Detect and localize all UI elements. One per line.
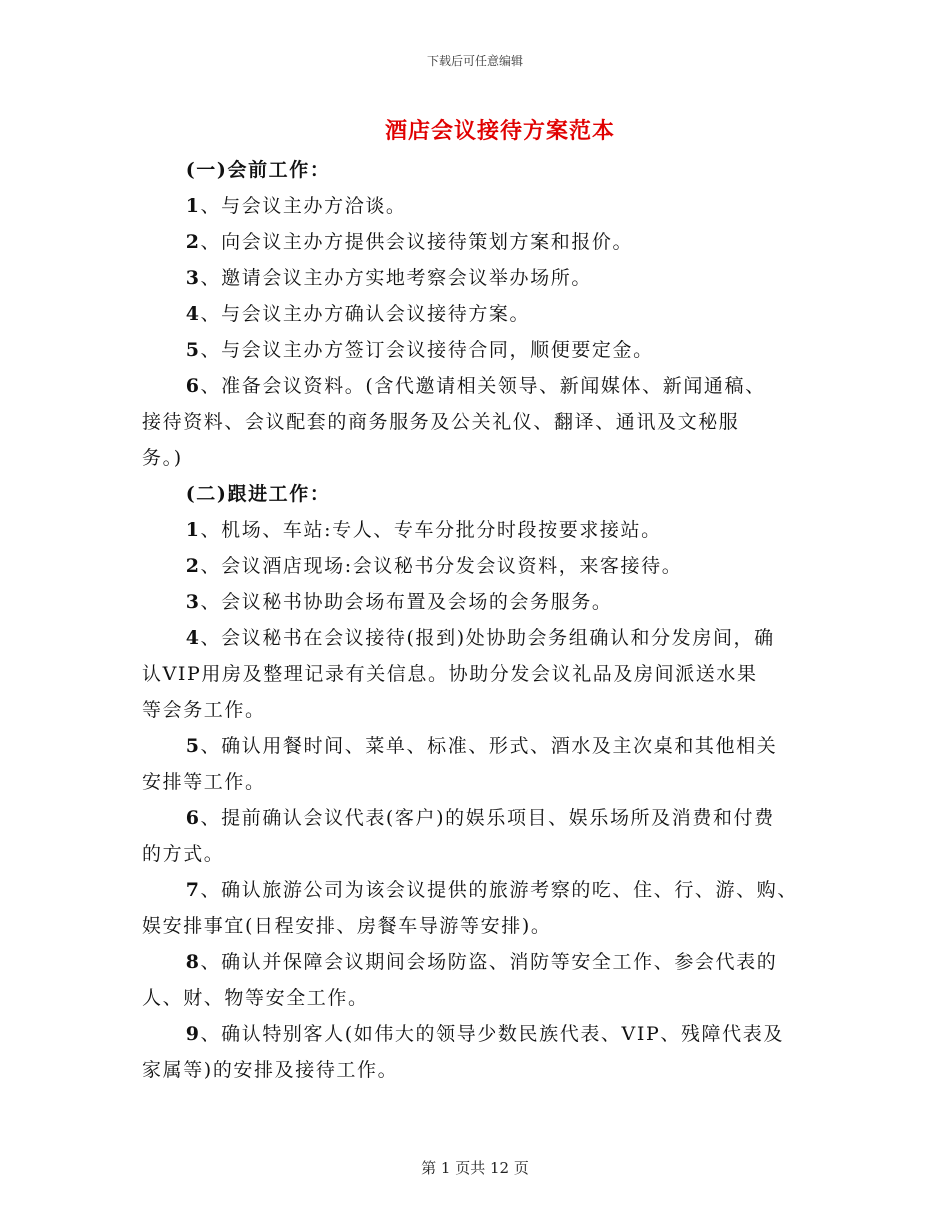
page-footer: 第 1 页共 12 页 bbox=[421, 1159, 529, 1177]
list-item-text: 、确认用餐时间、菜单、标准、形式、酒水及主次桌和其他相关 bbox=[200, 735, 778, 757]
list-item-number: 3 bbox=[185, 267, 201, 289]
list-item-continuation: 娱安排事宜(日程安排、房餐车导游等安排)。 bbox=[142, 915, 552, 937]
list-item-number: 6 bbox=[185, 375, 201, 397]
list-item bbox=[142, 1016, 822, 1052]
list-item-text: 、会议秘书协助会场布置及会场的会务服务。 bbox=[200, 591, 613, 613]
list-item-continuation: 安排等工作。 bbox=[142, 771, 266, 793]
section-heading-pre-meeting: (一)会前工作： bbox=[185, 159, 331, 181]
list-item-continuation: 人、财、物等安全工作。 bbox=[142, 987, 369, 1009]
list-item-text: 、机场、车站:专人、专车分批分时段按要求接站。 bbox=[200, 519, 662, 541]
list-item-text: 、会议酒店现场:会议秘书分发会议资料，来客接待。 bbox=[200, 555, 683, 577]
section-list-follow-up bbox=[142, 512, 822, 1088]
list-item-number: 6 bbox=[185, 807, 201, 829]
list-item-continuation: 等会务工作。 bbox=[142, 699, 266, 721]
list-item bbox=[142, 728, 822, 764]
list-item bbox=[142, 368, 822, 404]
list-item bbox=[142, 332, 822, 368]
list-item-number: 2 bbox=[185, 231, 201, 253]
list-item-text: 、邀请会议主办方实地考察会议举办场所。 bbox=[200, 267, 592, 289]
list-item-number: 5 bbox=[185, 735, 201, 757]
list-item-number: 3 bbox=[185, 591, 201, 613]
list-item-text: 、准备会议资料。(含代邀请相关领导、新闻媒体、新闻通稿、 bbox=[200, 375, 766, 397]
list-item-continuation: 接待资料、会议配套的商务服务及公关礼仪、翻译、通讯及文秘服 bbox=[142, 411, 740, 433]
list-item-text: 、向会议主办方提供会议接待策划方案和报价。 bbox=[200, 231, 634, 253]
list-item-number: 7 bbox=[185, 879, 201, 901]
section-list-pre-meeting bbox=[142, 188, 822, 476]
list-item bbox=[142, 296, 822, 332]
list-item bbox=[142, 224, 822, 260]
list-item bbox=[142, 260, 822, 296]
list-item bbox=[142, 512, 822, 548]
list-item-continuation: 家属等)的安排及接待工作。 bbox=[142, 1059, 399, 1081]
list-item bbox=[142, 584, 822, 620]
list-item-number: 5 bbox=[185, 339, 201, 361]
list-item bbox=[142, 620, 822, 656]
list-item-text: 、会议秘书在会议接待(报到)处协助会务组确认和分发房间，确 bbox=[200, 627, 775, 649]
list-item-continuation: 认VIP用房及整理记录有关信息。协助分发会议礼品及房间派送水果 bbox=[142, 663, 758, 685]
document-body bbox=[142, 152, 822, 1088]
document-title: 酒店会议接待方案范本 bbox=[384, 118, 615, 144]
list-item-text: 、确认并保障会议期间会场防盗、消防等安全工作、参会代表的 bbox=[200, 951, 778, 973]
list-item bbox=[142, 548, 822, 584]
list-item-number: 4 bbox=[185, 303, 201, 325]
list-item-text: 、与会议主办方确认会议接待方案。 bbox=[200, 303, 531, 325]
list-item-number: 2 bbox=[185, 555, 201, 577]
list-item bbox=[142, 800, 822, 836]
list-item-text: 、确认旅游公司为该会议提供的旅游考察的吃、住、行、游、购、 bbox=[200, 879, 798, 901]
list-item bbox=[142, 872, 822, 908]
list-item-number: 1 bbox=[185, 195, 201, 217]
list-item-text: 、确认特别客人(如伟大的领导少数民族代表、VIP、残障代表及 bbox=[200, 1023, 784, 1045]
list-item bbox=[142, 944, 822, 980]
list-item-number: 1 bbox=[185, 519, 201, 541]
list-item bbox=[142, 188, 822, 224]
header-note: 下载后可任意编辑 bbox=[426, 54, 523, 68]
list-item-text: 、与会议主办方签订会议接待合同，顺便要定金。 bbox=[200, 339, 654, 361]
list-item-number: 9 bbox=[185, 1023, 201, 1045]
list-item-continuation: 务。) bbox=[142, 447, 183, 469]
list-item-number: 8 bbox=[185, 951, 201, 973]
list-item-continuation: 的方式。 bbox=[142, 843, 225, 865]
list-item-text: 、提前确认会议代表(客户)的娱乐项目、娱乐场所及消费和付费 bbox=[200, 807, 775, 829]
section-heading-follow-up: (二)跟进工作： bbox=[185, 483, 331, 505]
list-item-number: 4 bbox=[185, 627, 201, 649]
list-item-text: 、与会议主办方洽谈。 bbox=[200, 195, 407, 217]
